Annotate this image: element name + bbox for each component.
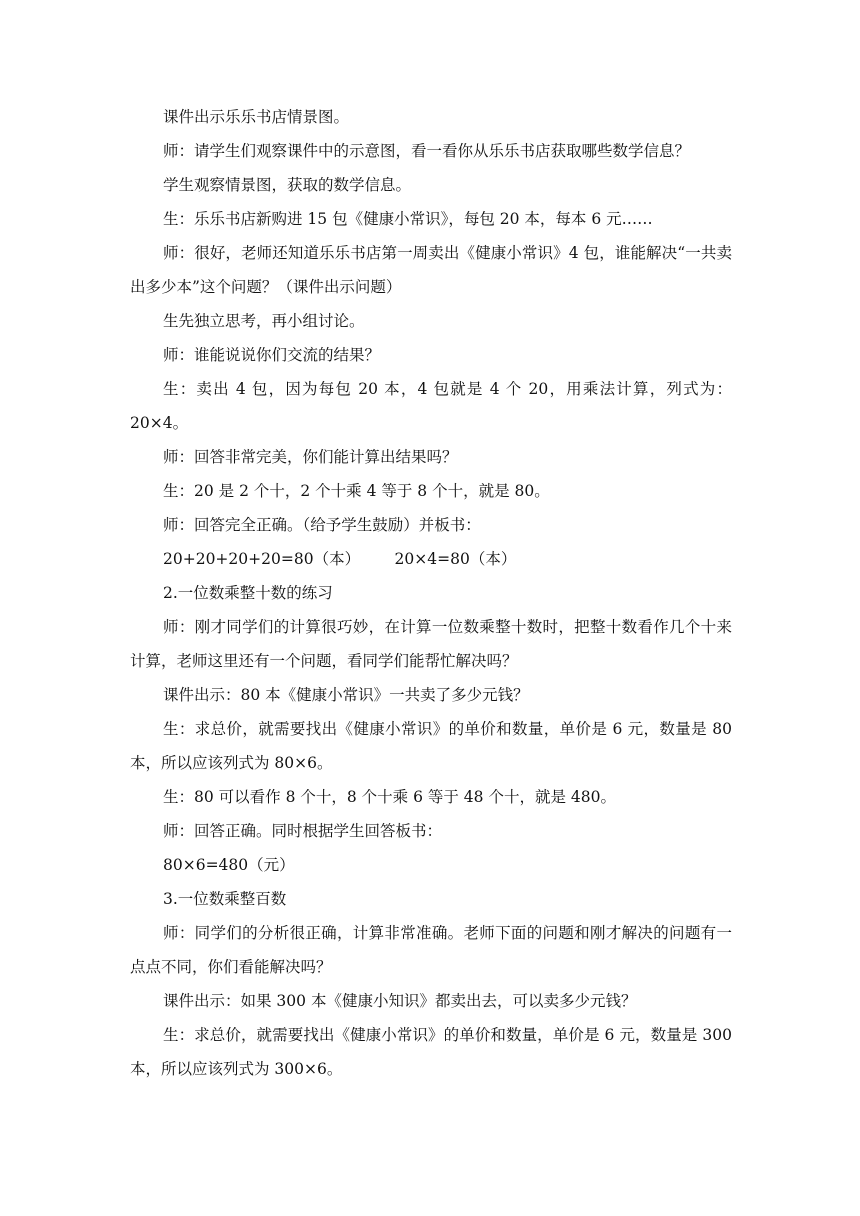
paragraph: 师：刚才同学们的计算很巧妙，在计算一位数乘整十数时，把整十数看作几个十来计算，老师这里还有一个问题，看同学们能帮忙解决吗？ <box>130 618 732 670</box>
paragraph: 师：谁能说说你们交流的结果？ <box>163 346 381 364</box>
paragraph: 课件出示：80 本《健康小常识》一共卖了多少元钱？ <box>163 686 529 704</box>
paragraph: 课件出示乐乐书店情景图。 <box>163 108 350 126</box>
document-body <box>130 100 737 1086</box>
paragraph: 师：很好，老师还知道乐乐书店第一周卖出《健康小常识》4 包，谁能解决“一共卖出多少本”这个问题？（课件出示问题） <box>130 244 732 296</box>
paragraph: 师：请学生们观察课件中的示意图，看一看你从乐乐书店获取哪些数学信息？ <box>163 142 691 160</box>
paragraph: 生先独立思考，再小组讨论。 <box>163 312 365 330</box>
section-heading: 2.一位数乘整十数的练习 <box>163 584 333 602</box>
paragraph: 学生观察情景图，获取的数学信息。 <box>163 176 412 194</box>
paragraph: 生：80 可以看作 8 个十，8 个十乘 6 等于 48 个十，就是 480。 <box>163 788 616 806</box>
paragraph: 师：回答完全正确。（给予学生鼓励）并板书： <box>163 516 481 534</box>
paragraph: 师：回答正确。同时根据学生回答板书： <box>163 822 443 840</box>
paragraph: 生：求总价，就需要找出《健康小常识》的单价和数量，单价是 6 元，数量是 300 本，所以应该列式为 300×6。 <box>130 1026 737 1078</box>
paragraph: 生：求总价，就需要找出《健康小常识》的单价和数量，单价是 6 元，数量是 80 本，所以应该列式为 80×6。 <box>130 720 737 772</box>
formula-line: 20+20+20+20=80（本） 20×4=80（本） <box>163 550 517 568</box>
section-heading: 3.一位数乘整百数 <box>163 890 287 908</box>
paragraph: 生：20 是 2 个十，2 个十乘 4 等于 8 个十，就是 80。 <box>163 482 550 500</box>
paragraph: 生：乐乐书店新购进 15 包《健康小常识》，每包 20 本，每本 6 元…… <box>163 210 653 228</box>
paragraph: 师：同学们的分析很正确，计算非常准确。老师下面的问题和刚才解决的问题有一点点不同，你们看能解决吗？ <box>130 924 732 976</box>
formula-line: 80×6=480（元） <box>163 856 295 874</box>
paragraph: 师：回答非常完美，你们能计算出结果吗？ <box>163 448 458 466</box>
paragraph: 课件出示：如果 300 本《健康小知识》都卖出去，可以卖多少元钱？ <box>163 992 637 1010</box>
paragraph: 生：卖出 4 包，因为每包 20 本，4 包就是 4 个 20，用乘法计算，列式为：20×4。 <box>130 380 732 432</box>
